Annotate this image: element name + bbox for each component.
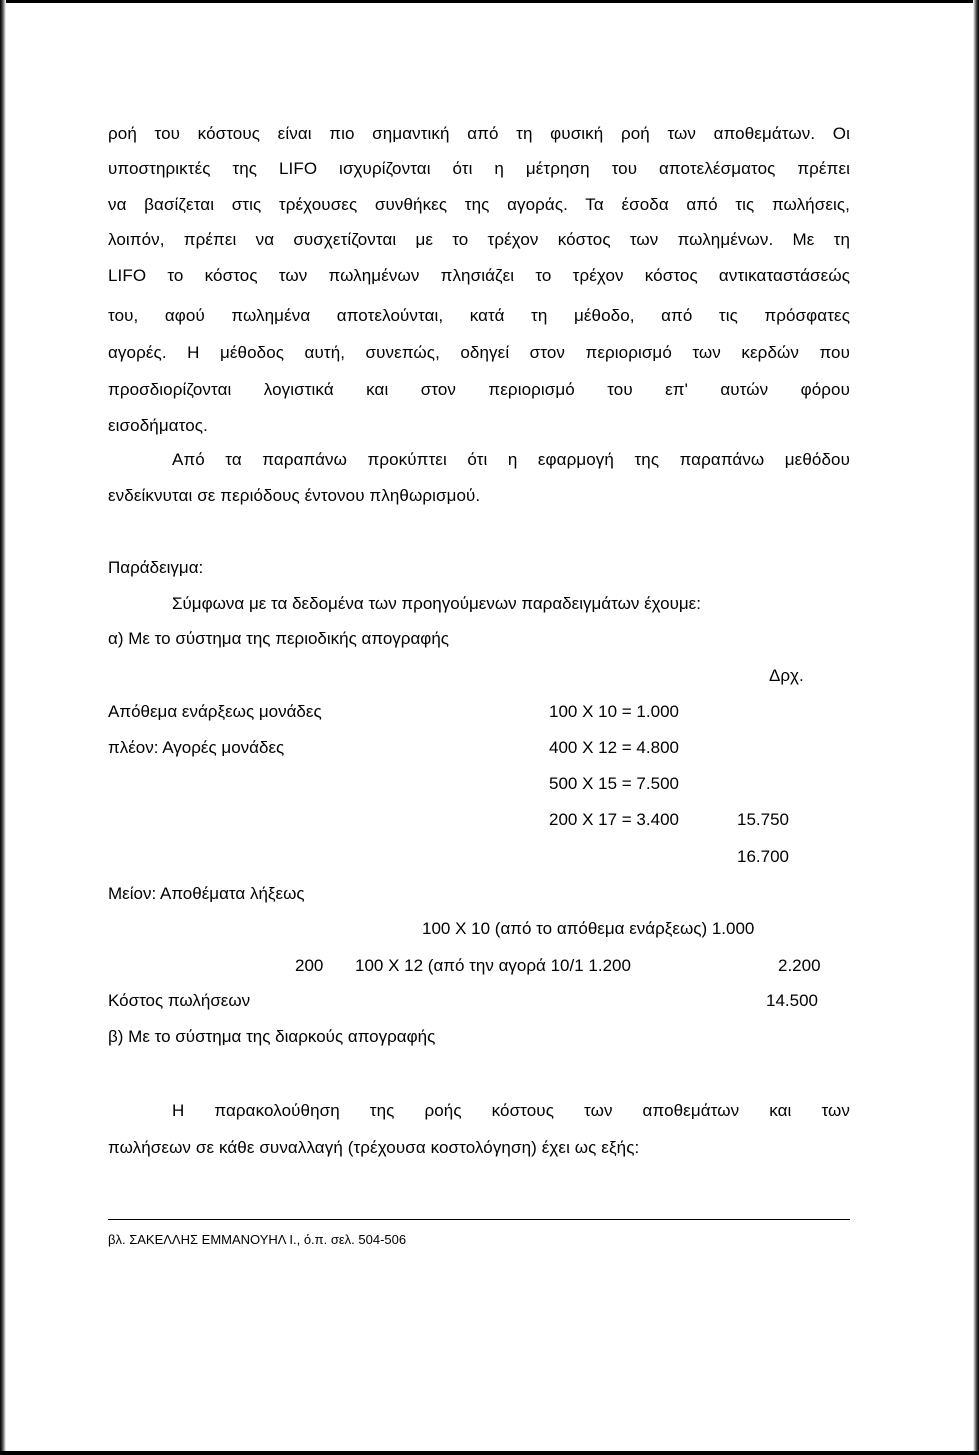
scan-edge-right	[973, 0, 979, 1455]
paragraph-line: να βασίζεται στις τρέχουσες συνθήκες της αγοράς. Τα έσοδα από τις πωλήσεις,	[108, 195, 850, 214]
paragraph-line: Από τα παραπάνω προκύπτει ότι η εφαρμογή της παραπάνω μεθόδου	[172, 450, 850, 469]
method-b-heading: β) Με το σύστημα της διαρκούς απογραφής	[108, 1027, 436, 1046]
paragraph-line: LIFO το κόστος των πωλημένων πλησιάζει το τρέχον κόστος αντικαταστάσεώς	[108, 266, 850, 285]
footnote-divider	[108, 1219, 850, 1220]
scan-edge-bottom	[0, 1451, 979, 1455]
closing-stock-line: 100 X 12 (από την αγορά 10/1 1.200	[355, 956, 631, 975]
paragraph-line: ενδείκνυται σε περιόδους έντονου πληθωρισμού.	[108, 486, 481, 505]
purchases-label: πλέον: Αγορές μονάδες	[108, 738, 285, 757]
purchases-total: 15.750	[737, 810, 789, 829]
scan-edge-top	[0, 0, 979, 3]
paragraph-line: προσδιορίζονται λογιστικά και στον περιορισμό του επ' αυτών φόρου	[108, 380, 850, 399]
purchase-calc: 200 X 17 = 3.400	[549, 810, 679, 829]
cost-of-sales-total: 14.500	[766, 991, 818, 1010]
available-total: 16.700	[737, 847, 789, 866]
paragraph-line: του, αφού πωλημένα αποτελούνται, κατά τη μέθοδο, από τις πρόσφατες	[108, 306, 850, 325]
paragraph-line: αγορές. Η μέθοδος αυτή, συνεπώς, οδηγεί στον περιορισμό των κερδών που	[108, 343, 850, 362]
paragraph-line: υποστηρικτές της LIFO ισχυρίζονται ότι η μέτρηση του αποτελέσματος πρέπει	[108, 159, 850, 178]
opening-stock-label: Απόθεμα ενάρξεως μονάδες	[108, 702, 322, 721]
opening-stock-calc: 100 X 10 = 1.000	[549, 702, 679, 721]
example-heading: Παράδειγμα:	[108, 558, 204, 577]
paragraph-line: λοιπόν, πρέπει να συσχετίζονται με το τρέχον κόστος των πωλημένων. Με τη	[108, 230, 850, 249]
paragraph-line: Η παρακολούθηση της ροής κόστους των αποθεμάτων και των	[172, 1101, 850, 1120]
closing-stock-total: 2.200	[778, 956, 821, 975]
currency-label: Δρχ.	[769, 666, 804, 685]
paragraph-line: πωλήσεων σε κάθε συναλλαγή (τρέχουσα κοστολόγηση) έχει ως εξής:	[108, 1138, 640, 1157]
scan-edge-left	[0, 0, 6, 1455]
method-a-heading: α) Με το σύστημα της περιοδικής απογραφής	[108, 629, 449, 648]
example-intro: Σύμφωνα με τα δεδομένα των προηγούμενων παραδειγμάτων έχουμε:	[172, 594, 701, 613]
purchase-calc: 500 X 15 = 7.500	[549, 774, 679, 793]
closing-stock-units: 200	[295, 956, 324, 975]
footnote: βλ. ΣΑΚΕΛΛΗΣ ΕΜΜΑΝΟΥΗΛ Ι., ό.π. σελ. 504-506	[108, 1232, 407, 1247]
purchase-calc: 400 X 12 = 4.800	[549, 738, 679, 757]
paragraph-line: εισοδήματος.	[108, 416, 208, 435]
cost-of-sales-label: Κόστος πωλήσεων	[108, 991, 251, 1010]
closing-stock-label: Μείον: Αποθέματα λήξεως	[108, 884, 305, 903]
paragraph-line: ροή του κόστους είναι πιο σημαντική από τη φυσική ροή των αποθεμάτων. Οι	[108, 124, 850, 143]
closing-stock-line: 100 X 10 (από το απόθεμα ενάρξεως) 1.000	[422, 919, 755, 938]
